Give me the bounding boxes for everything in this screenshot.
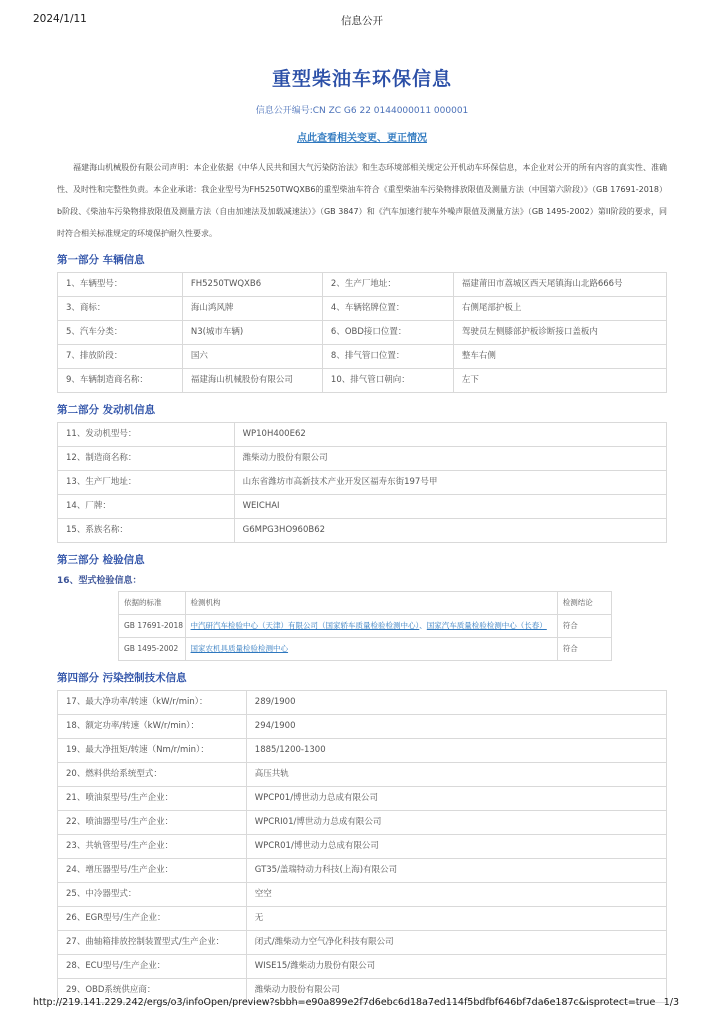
field-value: 潍柴动力股份有限公司 xyxy=(234,447,666,471)
vehicle-info-table xyxy=(57,272,667,393)
field-value: 福建莆田市荔城区西天尾镇海山北路666号 xyxy=(453,273,666,297)
field-value: WEICHAI xyxy=(234,495,666,519)
print-footer xyxy=(33,997,691,1008)
standard-cell: GB 1495-2002 xyxy=(119,638,186,661)
field-value: 潍柴动力股份有限公司 xyxy=(246,979,666,1003)
field-label: 17、最大净功率/转速（kW/r/min）： xyxy=(58,691,247,715)
table-row xyxy=(58,859,667,883)
agency-link[interactable]: 中汽研汽车检验中心（天津）有限公司（国家轿车质量检验检测中心） xyxy=(190,621,420,630)
print-header xyxy=(33,13,691,25)
table-row xyxy=(58,835,667,859)
field-value: 整车右侧 xyxy=(453,345,666,369)
agency-link[interactable]: 国家农机具质量检验检测中心 xyxy=(190,644,289,653)
page-indicator: 1/3 xyxy=(663,997,679,1008)
page-title: 重型柴油车环保信息 xyxy=(271,68,452,90)
field-value: 右侧尾部护板上 xyxy=(453,297,666,321)
field-value: FH5250TWQXB6 xyxy=(182,273,322,297)
field-value: WPCR01/博世动力总成有限公司 xyxy=(246,835,666,859)
table-row xyxy=(58,321,667,345)
field-label: 19、最大净扭矩/转速（Nm/r/min）： xyxy=(58,739,247,763)
table-row xyxy=(58,297,667,321)
field-label: 15、系族名称： xyxy=(58,519,235,543)
field-value: GT35/盖瑞特动力科技(上海)有限公司 xyxy=(246,859,666,883)
field-value: 海山鸿风牌 xyxy=(182,297,322,321)
company-declaration: 福建海山机械股份有限公司声明：本企业依据《中华人民共和国大气污染防治法》和生态环境部相关规定公开机动车环保信息，本企业对公开的所有内容的真实性、准确性、及时性和完整性负责。本企业承诺：我企业型号为FH5250TWQXB6的重型柴油车符合《重型柴油车污染物排放限值及测量方法（中国第六阶段）》（GB 17691-2018）b阶段、《柴油车污染物排放限值及测量方法（自由加速法及加载减速法）》（GB 3847）和《汽车加速行驶车外噪声限值及测量方法》（GB 1495-2002）第II阶段的要求，同时符合相关标准规定的环境保护耐久性要求。 xyxy=(57,163,667,238)
table-row xyxy=(58,691,667,715)
section-4-heading: 第四部分 污染控制技术信息 xyxy=(57,672,187,684)
field-label: 4、车辆铭牌位置： xyxy=(322,297,453,321)
field-label: 25、中冷器型式： xyxy=(58,883,247,907)
print-date: 2024/1/11 xyxy=(33,13,87,25)
agency-cell xyxy=(185,638,557,661)
field-value: WPCRI01/博世动力总成有限公司 xyxy=(246,811,666,835)
table-row xyxy=(58,423,667,447)
field-label: 18、额定功率/转速（kW/r/min）： xyxy=(58,715,247,739)
field-label: 23、共轨管型号/生产企业： xyxy=(58,835,247,859)
inspection-row xyxy=(119,638,612,661)
table-row xyxy=(58,369,667,393)
pollution-control-table xyxy=(57,690,667,1003)
field-label: 20、燃料供给系统型式： xyxy=(58,763,247,787)
doc-public-number: 信息公开编号:CN ZC G6 22 0144000011 000001 xyxy=(255,106,469,116)
conclusion-cell: 符合 xyxy=(557,615,611,638)
agency-separator: 、 xyxy=(419,621,427,630)
agency-cell xyxy=(185,615,557,638)
table-row xyxy=(58,883,667,907)
table-row xyxy=(58,811,667,835)
table-row xyxy=(58,273,667,297)
field-label: 9、车辆制造商名称： xyxy=(58,369,183,393)
inspection-table-wrap xyxy=(118,591,612,661)
print-url: http://219.141.229.242/ergs/o3/infoOpen/preview?sbbh=e90a899e2f7d6ebc6d18a7ed114f5bdfbf646bf7da6e187c&isprotect=true xyxy=(33,997,656,1008)
field-value: G6MPG3HO960B62 xyxy=(234,519,666,543)
field-label: 1、车辆型号： xyxy=(58,273,183,297)
field-label: 2、生产厂地址： xyxy=(322,273,453,297)
column-header-conclusion: 检测结论 xyxy=(557,592,611,615)
field-value: 国六 xyxy=(182,345,322,369)
field-label: 5、汽车分类： xyxy=(58,321,183,345)
field-label: 29、OBD系统供应商： xyxy=(58,979,247,1003)
table-row xyxy=(58,931,667,955)
field-label: 8、排气管口位置： xyxy=(322,345,453,369)
table-row xyxy=(58,345,667,369)
field-value: WPCP01/博世动力总成有限公司 xyxy=(246,787,666,811)
column-header-agency: 检测机构 xyxy=(185,592,557,615)
print-center-title: 信息公开 xyxy=(341,15,383,27)
field-label: 6、OBD接口位置： xyxy=(322,321,453,345)
table-row xyxy=(58,447,667,471)
field-value: 山东省潍坊市高新技术产业开发区福寿东街197号甲 xyxy=(234,471,666,495)
field-label: 3、商标： xyxy=(58,297,183,321)
field-value: 左下 xyxy=(453,369,666,393)
table-row xyxy=(58,787,667,811)
type-test-info-label: 16、型式检验信息： xyxy=(57,576,142,586)
field-value: 空空 xyxy=(246,883,666,907)
agency-link[interactable]: 国家汽车质量检验检测中心（长春） xyxy=(426,621,547,630)
change-correction-link[interactable]: 点此查看相关变更、更正情况 xyxy=(297,133,427,144)
standard-cell: GB 17691-2018 xyxy=(119,615,186,638)
section-2-heading: 第二部分 发动机信息 xyxy=(57,404,156,416)
field-value: 闭式/潍柴动力空气净化科技有限公司 xyxy=(246,931,666,955)
field-value: 驾驶员左侧膝部护板诊断接口盖板内 xyxy=(453,321,666,345)
field-value: 294/1900 xyxy=(246,715,666,739)
field-label: 21、喷油泵型号/生产企业： xyxy=(58,787,247,811)
field-value: 289/1900 xyxy=(246,691,666,715)
field-label: 14、厂牌： xyxy=(58,495,235,519)
engine-info-table xyxy=(57,422,667,543)
field-label: 11、发动机型号： xyxy=(58,423,235,447)
column-header-standard: 依据的标准 xyxy=(119,592,186,615)
field-value: 高压共轨 xyxy=(246,763,666,787)
table-row xyxy=(58,519,667,543)
section-1-heading: 第一部分 车辆信息 xyxy=(57,254,145,266)
conclusion-cell: 符合 xyxy=(557,638,611,661)
field-value: 福建海山机械股份有限公司 xyxy=(182,369,322,393)
inspection-row xyxy=(119,615,612,638)
change-link-row xyxy=(57,126,667,145)
field-label: 22、喷油器型号/生产企业： xyxy=(58,811,247,835)
field-label: 12、制造商名称： xyxy=(58,447,235,471)
field-label: 28、ECU型号/生产企业： xyxy=(58,955,247,979)
field-label: 27、曲轴箱排放控制装置型式/生产企业： xyxy=(58,931,247,955)
table-row xyxy=(58,495,667,519)
table-row xyxy=(58,739,667,763)
field-value: WISE15/潍柴动力股份有限公司 xyxy=(246,955,666,979)
field-value: 无 xyxy=(246,907,666,931)
field-value: WP10H400E62 xyxy=(234,423,666,447)
field-value: 1885/1200-1300 xyxy=(246,739,666,763)
field-label: 24、增压器型号/生产企业： xyxy=(58,859,247,883)
inspection-header-row xyxy=(119,592,612,615)
table-row xyxy=(58,471,667,495)
table-row xyxy=(58,907,667,931)
field-value: N3(城市车辆) xyxy=(182,321,322,345)
table-row xyxy=(58,715,667,739)
field-label: 10、排气管口朝向： xyxy=(322,369,453,393)
table-row xyxy=(58,955,667,979)
section-3-heading: 第三部分 检验信息 xyxy=(57,554,145,566)
field-label: 13、生产厂地址： xyxy=(58,471,235,495)
inspection-table xyxy=(118,591,612,661)
field-label: 7、排放阶段： xyxy=(58,345,183,369)
field-label: 26、EGR型号/生产企业： xyxy=(58,907,247,931)
table-row xyxy=(58,763,667,787)
